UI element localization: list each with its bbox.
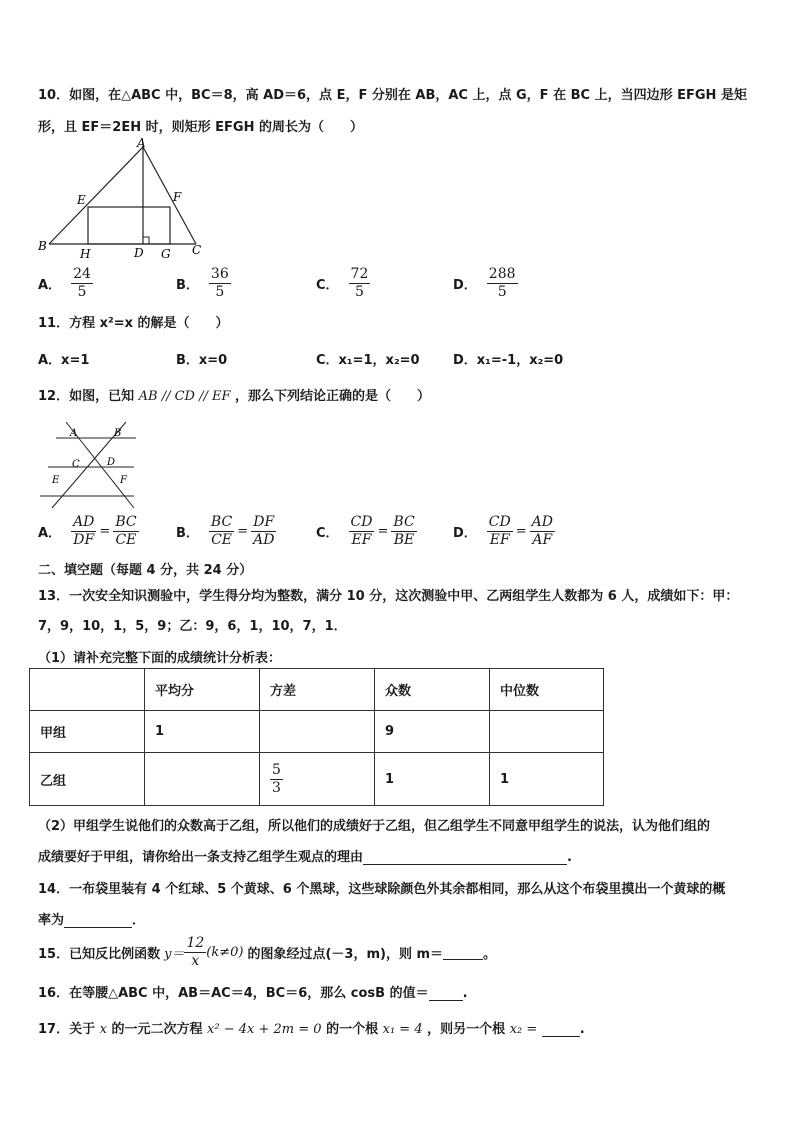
q10-option-a[interactable]	[38, 266, 93, 301]
table-row-yi	[30, 753, 604, 806]
q10-option-b[interactable]	[176, 266, 231, 301]
fraction: $\frac{24}{5}$	[73, 266, 91, 300]
row-label: 乙组	[30, 753, 145, 806]
fraction: $\frac{BC}{BE}$	[393, 514, 415, 548]
cell-variance	[260, 753, 375, 806]
label-F: F	[173, 190, 182, 204]
answer-blank[interactable]	[429, 986, 463, 1001]
fraction: $\frac{CD}{EF}$	[350, 514, 373, 548]
label-C: C	[72, 459, 80, 470]
fraction: $\frac{CD}{EF}$	[488, 514, 511, 548]
q12-option-c[interactable]	[316, 514, 417, 549]
q10-option-c[interactable]	[316, 266, 370, 301]
fraction: $\frac{DF}{AD}$	[253, 514, 275, 548]
answer-blank[interactable]	[542, 1022, 580, 1037]
fraction: $\frac{BC}{CE}$	[115, 514, 137, 548]
quadratic-equation: x² − 4x + 2m = 0	[207, 1022, 322, 1037]
q10-stem-line1: 10．如图，在△ABC 中，BC＝8，高 AD＝6，点 E，F 分别在 AB，AC 上，点 G，F 在 BC 上，当四边形 EFGH 是矩	[38, 88, 747, 103]
section-heading: 二、填空题（每题 4 分，共 24 分）	[38, 563, 253, 578]
fraction: $\frac{BC}{CE}$	[210, 514, 233, 548]
cell-mean: 1	[145, 711, 260, 753]
table-header-variance: 方差	[260, 669, 375, 711]
equals-sign: =	[377, 524, 389, 539]
q13-stem-line1: 13．一次安全知识测验中，学生得分均为整数，满分 10 分，这次测验中甲、乙两组学生人数都为 6 人，成绩如下：甲：	[38, 589, 739, 604]
q13-part2-line2: 成绩要好于甲组，请你给出一条支持乙组学生观点的理由 .	[38, 850, 572, 865]
cell-mode: 9	[375, 711, 490, 753]
q11-option-d[interactable]: D．x₁=-1，x₂=0	[453, 353, 564, 368]
stats-table	[29, 668, 604, 806]
q11-option-b[interactable]: B．x=0	[176, 353, 228, 368]
label-D: D	[107, 457, 116, 468]
q15-stem: 15．已知反比例函数 y＝ $\frac{12}{x}$ (k≠0) 的图象经过点(－3，m)，则 m＝ 。	[38, 935, 497, 969]
fraction: $\frac{AD}{DF}$	[73, 514, 95, 548]
fraction: $\frac{AD}{AF}$	[531, 514, 553, 548]
q13-stem-line2: 7，9，10，1，5，9；乙：9，6，1，10，7，1．	[38, 619, 347, 634]
table-row-jia	[30, 711, 604, 753]
fraction: $\frac{288}{5}$	[488, 266, 516, 300]
option-letter: D．	[453, 278, 477, 293]
option-letter: A．	[38, 526, 62, 541]
label-B: B	[114, 428, 122, 439]
cell-mean-blank[interactable]	[145, 753, 260, 806]
q13-part1: （1）请补充完整下面的成绩统计分析表：	[38, 651, 282, 666]
cell-median: 1	[490, 753, 604, 806]
label-B: B	[38, 239, 47, 253]
label-G: G	[161, 247, 171, 261]
fraction: $\frac{12}{x}$	[186, 935, 205, 969]
fraction: $\frac{5}{3}$	[272, 761, 281, 796]
q14-stem-line2: 率为 ．	[38, 913, 146, 928]
cell-mode: 1	[375, 753, 490, 806]
q11-option-c[interactable]: C．x₁=1，x₂=0	[316, 353, 420, 368]
q12-option-a[interactable]	[38, 514, 139, 549]
equals-sign: =	[515, 524, 527, 539]
option-letter: A．	[38, 278, 62, 293]
label-F: F	[120, 475, 127, 486]
q12-option-b[interactable]	[176, 514, 276, 549]
q11-stem: 11．方程 x²=x 的解是（ ）	[38, 316, 229, 331]
parallel-lines-math: AB // CD // EF	[138, 389, 231, 404]
label-E: E	[77, 193, 86, 207]
q16-stem: 16．在等腰△ABC 中，AB＝AC＝4，BC＝6，那么 cosB 的值＝ .	[38, 986, 468, 1001]
q14-stem-line1: 14．一布袋里装有 4 个红球、5 个黄球、6 个黑球，这些球除颜色外其余都相同，那么从这个布袋里摸出一个黄球的概	[38, 882, 726, 897]
q12-parallel-lines-figure	[38, 412, 144, 510]
q12-option-d[interactable]	[453, 514, 555, 549]
option-letter: B．	[176, 526, 199, 541]
table-header-median: 中位数	[490, 669, 604, 711]
fraction: $\frac{72}{5}$	[350, 266, 369, 300]
table-cell	[30, 669, 145, 711]
q12-stem: 12．如图，已知 AB // CD // EF ，那么下列结论正确的是（ ）	[38, 389, 431, 404]
option-letter: C．	[316, 278, 339, 293]
fraction: $\frac{36}{5}$	[210, 266, 229, 300]
answer-blank[interactable]	[363, 850, 567, 865]
q13-part2-line1: （2）甲组学生说他们的众数高于乙组，所以他们的成绩好于乙组，但乙组学生不同意甲组学生的说法，认为他们组的	[38, 819, 711, 834]
table-header-mean: 平均分	[145, 669, 260, 711]
table-header-row	[30, 669, 604, 711]
option-letter: B．	[176, 278, 199, 293]
label-D: D	[134, 246, 144, 260]
label-E: E	[52, 475, 60, 486]
answer-blank[interactable]	[443, 945, 483, 960]
label-A: A	[70, 428, 78, 439]
cell-median-blank[interactable]	[490, 711, 604, 753]
table-header-mode: 众数	[375, 669, 490, 711]
cell-variance-blank[interactable]	[260, 711, 375, 753]
q17-stem: 17．关于 x 的一元二次方程 x² − 4x + 2m = 0 的一个根 x₁ = 4 ，则另一个根 x₂ = .	[38, 1022, 585, 1037]
q10-triangle-figure	[30, 136, 210, 264]
label-H: H	[80, 247, 91, 261]
q10-option-d[interactable]	[453, 266, 518, 301]
row-label: 甲组	[30, 711, 145, 753]
label-C: C	[192, 243, 202, 257]
option-letter: C．	[316, 526, 339, 541]
q10-stem-line2: 形，且 EF＝2EH 时，则矩形 EFGH 的周长为（ ）	[38, 120, 363, 135]
q11-option-a[interactable]: A．x=1	[38, 353, 90, 368]
equals-sign: =	[99, 524, 111, 539]
equals-sign: =	[237, 524, 249, 539]
option-letter: D．	[453, 526, 477, 541]
answer-blank[interactable]	[64, 913, 132, 928]
label-A: A	[137, 136, 146, 150]
